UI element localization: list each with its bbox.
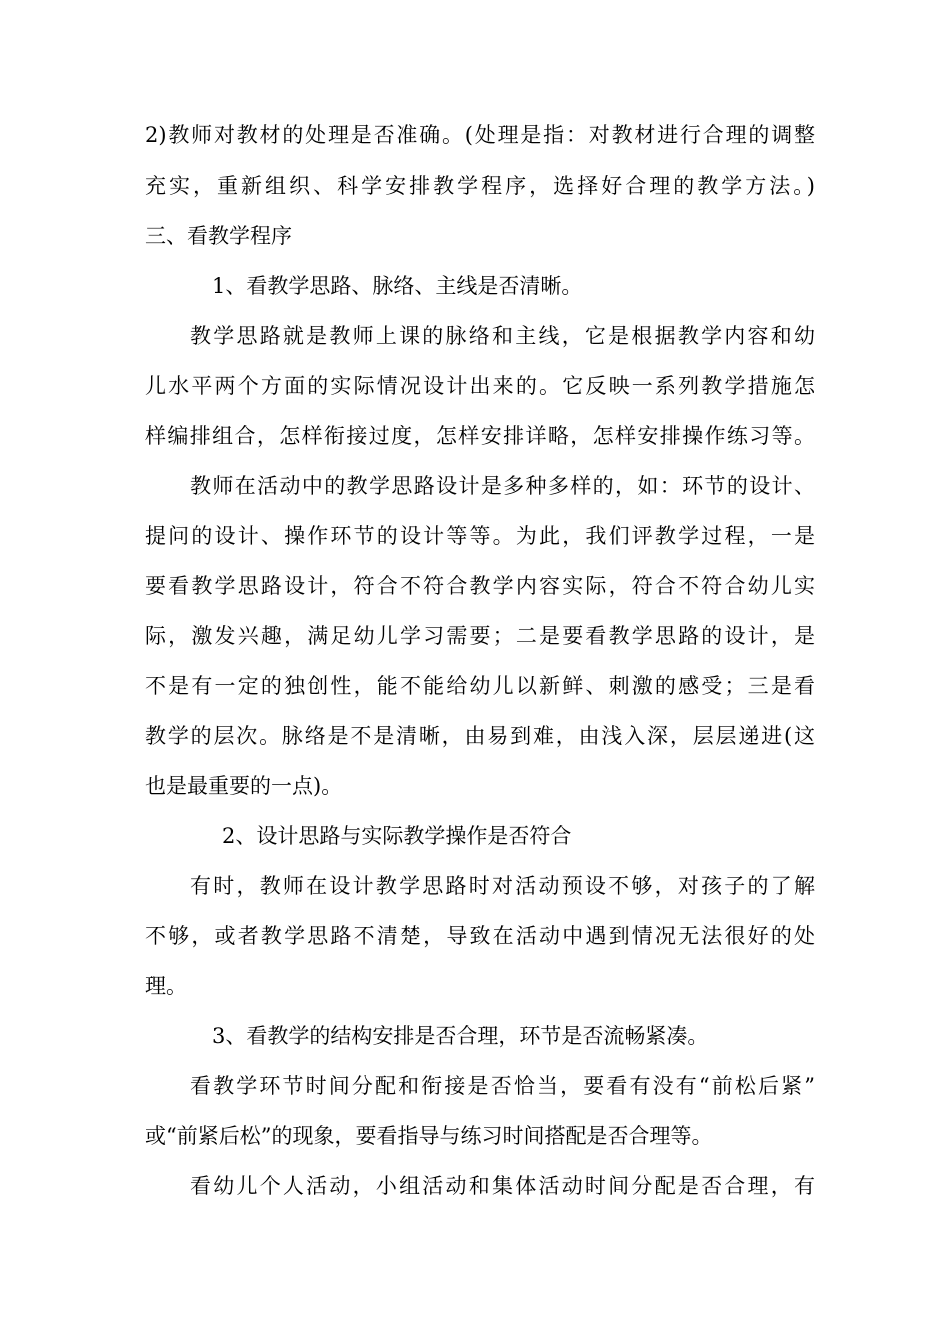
paragraph-line: 提问的设计、操作环节的设计等等。为此，我们评教学过程，一是 xyxy=(145,524,815,548)
paragraph-line: 儿水平两个方面的实际情况设计出来的。它反映一系列教学措施怎 xyxy=(145,374,815,398)
paragraph-line: 理。 xyxy=(145,974,187,998)
paragraph-line: 教师在活动中的教学思路设计是多种多样的，如：环节的设计、 xyxy=(190,474,815,498)
paragraph-line: 要看教学思路设计，符合不符合教学内容实际，符合不符合幼儿实 xyxy=(145,574,815,598)
paragraph-line: 有时，教师在设计教学思路时对活动预设不够，对孩子的了解 xyxy=(190,874,815,898)
paragraph-line: 充实，重新组织、科学安排教学程序，选择好合理的教学方法。) xyxy=(145,174,815,198)
paragraph-line: 或“前紧后松”的现象，要看指导与练习时间搭配是否合理等。 xyxy=(145,1124,713,1148)
paragraph-line: 2)教师对教材的处理是否准确。(处理是指：对教材进行合理的调整 xyxy=(145,123,815,147)
section-heading: 三、看教学程序 xyxy=(145,224,292,248)
paragraph-line: 样编排组合，怎样衔接过度，怎样安排详略，怎样安排操作练习等。 xyxy=(145,424,815,448)
paragraph-line: 不够，或者教学思路不清楚，导致在活动中遇到情况无法很好的处 xyxy=(145,924,815,948)
subsection-heading: 3、看教学的结构安排是否合理，环节是否流畅紧凑。 xyxy=(212,1024,709,1048)
paragraph-line: 看教学环节时间分配和衔接是否恰当，要看有没有“前松后紧” xyxy=(190,1074,815,1098)
paragraph-line: 不是有一定的独创性，能不能给幼儿以新鲜、刺激的感受；三是看 xyxy=(145,674,815,698)
paragraph-line: 际，激发兴趣，满足幼儿学习需要；二是要看教学思路的设计，是 xyxy=(145,624,815,648)
paragraph-line: 教学思路就是教师上课的脉络和主线，它是根据教学内容和幼 xyxy=(190,324,815,348)
paragraph-line: 也是最重要的一点)。 xyxy=(145,774,343,798)
subsection-heading: 1、看教学思路、脉络、主线是否清晰。 xyxy=(212,274,583,298)
paragraph-line: 教学的层次。脉络是不是清晰，由易到难，由浅入深，层层递进(这 xyxy=(145,724,815,748)
subsection-heading: 2、设计思路与实际教学操作是否符合 xyxy=(222,824,572,848)
paragraph-line: 看幼儿个人活动，小组活动和集体活动时间分配是否合理，有 xyxy=(190,1174,815,1198)
